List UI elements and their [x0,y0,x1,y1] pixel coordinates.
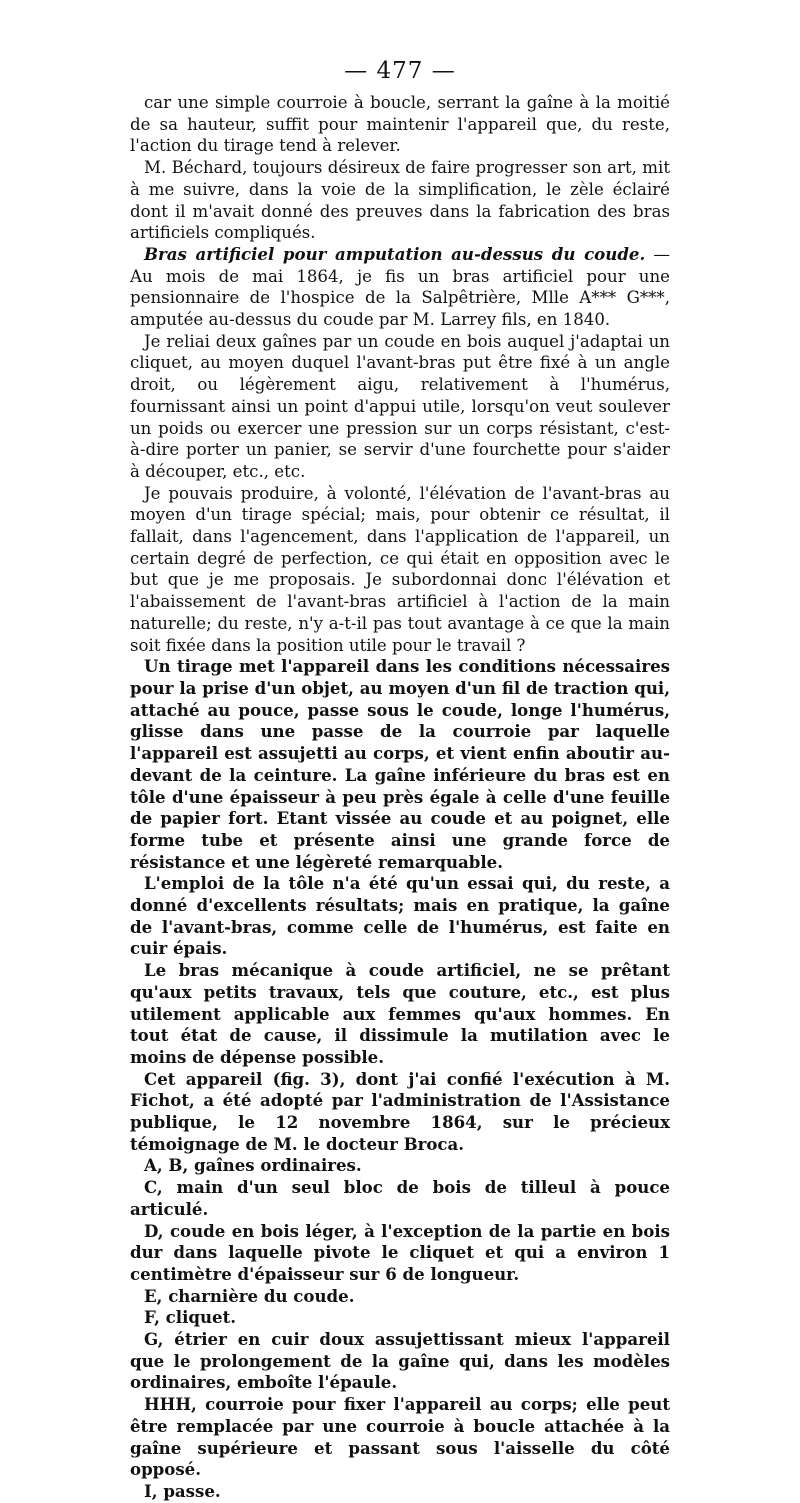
legend-item: F, cliquet. [144,1307,237,1328]
legend-item: D, coude en bois léger, à l'exception de la partie en bois dur dans laquelle pivote le cliquet et qui a environ 1 centimètre d'épaisseur sur 6 de longueur. [130,1220,670,1284]
legend-item: G, étrier en cuir doux assujettissant mieux l'appareil que le prolongement de la gaîne qui, dans les modèles ordinaires, emboîte l'épaule. [130,1329,670,1393]
legend-item: E, charnière du coude. [144,1285,355,1306]
legend-item: HHH, courroie pour fixer l'appareil au corps; elle peut être remplacée par une courroie à boucle attachée à la gaîne supérieure et passant sous l'aisselle du côté opposé. [130,1394,670,1480]
legend-item: C, main d'un seul bloc de bois de tilleul à pouce articulé. [130,1177,670,1219]
paragraph: M. Béchard, toujours désireux de faire progresser son art, mit à me suivre, dans la voie de la simplification, le zèle éclairé dont il m'avait donné des preuves dans la fabrication des bras artificiels compliqués. [130,158,670,243]
paragraph: Bras artificiel pour amputation au-dessus du coude. — Au mois de mai 1864, je fis un bras artificiel pour une pensionnaire de l'hospice de la Salpêtrière, Mlle A*** G***, amputée au-dessus du coude par M. Larrey fils, en 1840. [130,243,670,330]
legend-item: A, B, gaînes ordinaires. [144,1155,362,1176]
paragraph: Le bras mécanique à coude artificiel, ne se prêtant qu'aux petits travaux, tels que couture, etc., est plus utilement applicable aux femmes qu'aux hommes. En tout état de cause, il dissimule la mutilation avec le moins de dépense possible. [130,960,670,1067]
paragraph: L'emploi de la tôle n'a été qu'un essai qui, du reste, a donné d'excellents résultats; mais en pratique, la gaîne de l'avant-bras, comme celle de l'humérus, est faite en cuir épais. [130,873,670,959]
paragraph: Je reliai deux gaînes par un coude en bois auquel j'adaptai un cliquet, au moyen duquel l'avant-bras put être fixé à un angle droit, ou légèrement aigu, relativement à l'humérus, fournissant ainsi un point d'appui utile, lorsqu'on veut soulever un poids ou exercer une pression sur un corps résistant, c'est-à-dire porter un panier, se servir d'une fourchette pour s'aider à découper, etc., etc. [130,331,670,481]
paragraph: Je pouvais produire, à volonté, l'élévation de l'avant-bras au moyen d'un tirage spécial; mais, pour obtenir ce résultat, il fallait, dans l'agencement, dans l'application de l'appareil, un certain degré de perfection, ce qui était en opposition avec le but que je me proposais. Je subordonnai donc l'élévation et l'abaissement de l'avant-bras artificiel à l'action de la main naturelle; du reste, n'y a-t-il pas tout avantage à ce que la main soit fixée dans la position utile pour le travail ? [130,483,670,655]
body-text [130,92,670,1503]
section-heading: Bras artificiel pour amputation au-dessus du coude. [144,243,646,264]
page-number: — 477 — [344,58,456,84]
paragraph: Cet appareil (fig. 3), dont j'ai confié l'exécution à M. Fichot, a été adopté par l'administration de l'Assistance publique, le 12 novembre 1864, sur le précieux témoignage de M. le docteur Broca. [130,1068,670,1154]
paragraph: car une simple courroie à boucle, serrant la gaîne à la moitié de sa hauteur, suffit pour maintenir l'appareil que, du reste, l'action du tirage tend à relever. [130,93,670,156]
paragraph: Un tirage met l'appareil dans les conditions nécessaires pour la prise d'un objet, au moyen d'un fil de traction qui, attaché au pouce, passe sous le coude, longe l'humérus, glisse dans une passe de la courroie par laquelle l'appareil est assujetti au corps, et vient enfin aboutir au-devant de la ceinture. La gaîne inférieure du bras est en tôle d'une épaisseur à peu près égale à celle d'une feuille de papier fort. Etant vissée au coude et au poignet, elle forme tube et présente ainsi une grande force de résistance et une légèreté remarquable. [130,656,670,872]
legend-item: I, passe. [144,1481,221,1501]
